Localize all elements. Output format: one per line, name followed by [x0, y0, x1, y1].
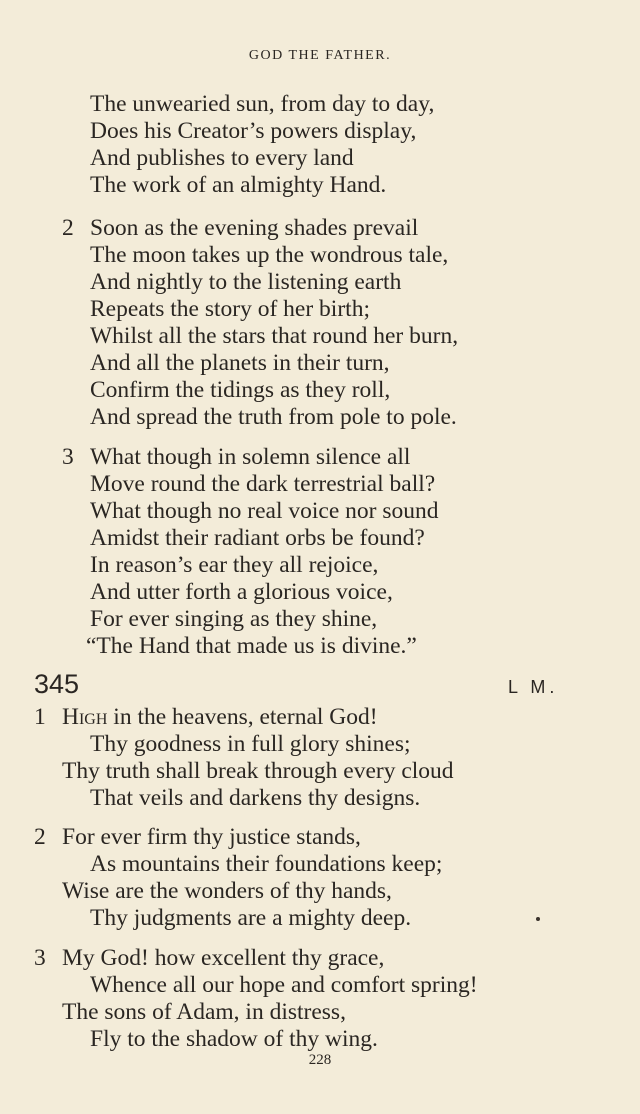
- verse-line: Thy goodness in full glory shines;: [90, 731, 411, 757]
- verse-line: Wise are the wonders of thy hands,: [62, 878, 392, 904]
- hymn-number: 345: [34, 669, 80, 699]
- verse-number: 3: [34, 945, 46, 971]
- verse-number: 3: [62, 444, 74, 470]
- verse-line-first: [62, 704, 378, 731]
- verse-line: In reason’s ear they all rejoice,: [90, 552, 379, 578]
- verse-line: Does his Creator’s powers display,: [90, 118, 417, 144]
- verse-line: And utter forth a glorious voice,: [90, 579, 393, 605]
- verse-line: What though no real voice nor sound: [90, 498, 439, 524]
- verse-line: As mountains their foundations keep;: [90, 851, 443, 877]
- verse-number: 1: [34, 704, 46, 730]
- running-head: GOD THE FATHER.: [248, 48, 392, 63]
- verse-line: Thy truth shall break through every cloud: [62, 758, 454, 784]
- verse-first-word: High: [62, 704, 108, 730]
- ink-speck: [536, 917, 540, 921]
- verse-line: My God! how excellent thy grace,: [62, 945, 385, 971]
- verse-first-rest: in the heavens, eternal God!: [107, 704, 378, 730]
- verse-line: Repeats the story of her birth;: [90, 296, 370, 322]
- verse-line: That veils and darkens thy designs.: [90, 785, 421, 811]
- verse-line: “The Hand that made us is divine.”: [86, 633, 417, 659]
- verse-line: The moon takes up the wondrous tale,: [90, 242, 449, 268]
- verse-line: And spread the truth from pole to pole.: [90, 404, 457, 430]
- verse-line: Soon as the evening shades prevail: [90, 215, 419, 241]
- verse-line: For ever singing as they shine,: [90, 606, 378, 632]
- verse-line: Move round the dark terrestrial ball?: [90, 471, 436, 497]
- verse-line: The work of an almighty Hand.: [90, 172, 387, 198]
- verse-line: The unwearied sun, from day to day,: [90, 91, 435, 117]
- hymn-meter: L M.: [508, 677, 559, 697]
- verse-line: Thy judgments are a mighty deep.: [90, 905, 412, 931]
- page-number: 228: [308, 1052, 332, 1068]
- verse-line: The sons of Adam, in distress,: [62, 999, 346, 1025]
- verse-line: And nightly to the listening earth: [90, 269, 402, 295]
- verse-line: Fly to the shadow of thy wing.: [90, 1026, 378, 1052]
- verse-line: For ever firm thy justice stands,: [62, 824, 361, 850]
- verse-line: What though in solemn silence all: [90, 444, 411, 470]
- verse-line: Whilst all the stars that round her burn,: [90, 323, 459, 349]
- verse-line: Whence all our hope and comfort spring!: [90, 972, 478, 998]
- verse-number: 2: [34, 824, 46, 850]
- verse-line: Amidst their radiant orbs be found?: [90, 525, 425, 551]
- verse-line: And all the planets in their turn,: [90, 350, 390, 376]
- verse-line: And publishes to every land: [90, 145, 354, 171]
- verse-number: 2: [62, 215, 74, 241]
- verse-line: Confirm the tidings as they roll,: [90, 377, 391, 403]
